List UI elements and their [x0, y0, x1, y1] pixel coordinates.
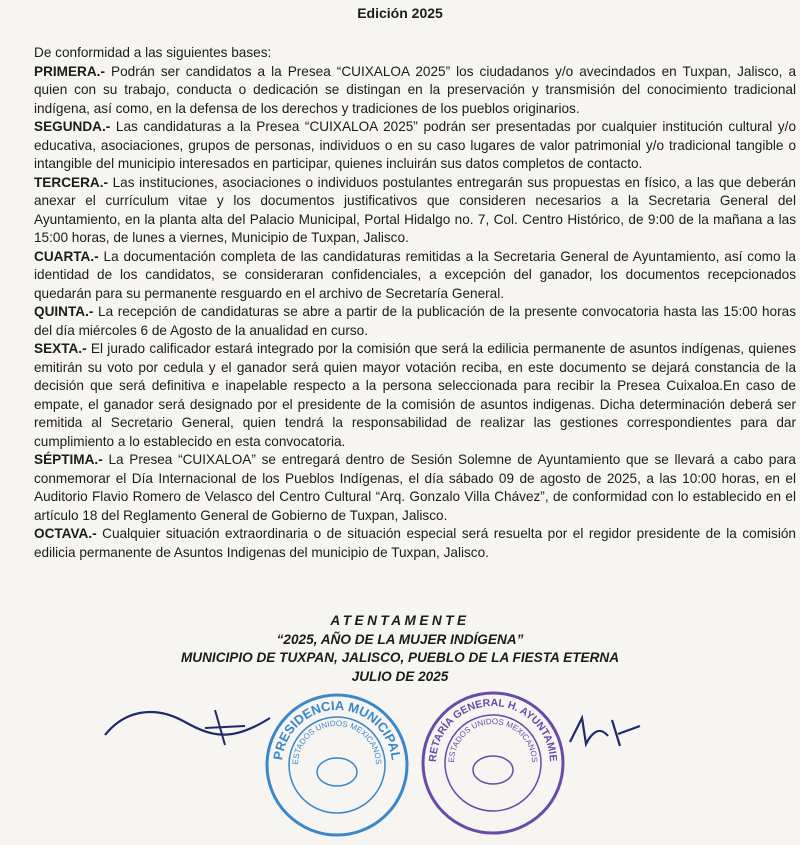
seal-right-text: RETARÍA GENERAL H. AYUNTAMIE: [426, 696, 560, 763]
base-text: El jurado calificador estará integrado por la comisión que será la edilicia permanente de asuntos indígenas, quienes emitirán su voto por cedula y el ganador será quien mayor votación reciba, en este documento se dejará constancia de la decisión que será definitiva e inapelable respecto a la persona seleccionada para recibir la Presea Cuixaloa.En caso de empate, el ganador será designado por el presidente de la comisión de asuntos indigenas. Dicha determinación deberá ser remitida al Secretario General, quien tendrá la responsabilidad de realizar las gestiones correspondientes para dar cumplimiento a lo establecido en esta convocatoria.: [34, 341, 796, 449]
base-cuarta: [34, 248, 796, 304]
base-primera: [34, 63, 796, 119]
atentamente-label: ATENTAMENTE: [330, 613, 470, 628]
base-label: SÉPTIMA.-: [34, 452, 103, 467]
base-sexta: [34, 340, 796, 451]
base-septima: [34, 451, 796, 525]
base-text: La Presea “CUIXALOA” se entregará dentro de Sesión Solemne de Ayuntamiento que se llevará a cabo para conmemorar el Día Internacional de los Pueblos Indígenas, el día sábado 09 de agosto de 2025, a las 10:00 horas, en el Auditorio Flavio Romero de Velasco del Centro Cultural “Arq. Gonzalo Villa Chávez”, de conformidad con lo establecido en el artículo 18 del Reglamento General de Gobierno de Tuxpan, Jalisco.: [34, 452, 796, 523]
base-text: Las instituciones, asociaciones o individuos postulantes entregarán sus propuestas en físico, a las que deberán anexar el currículum vitae y los documentos justificativos que consideren necesarios a la Secretaria General del Ayuntamiento, en la planta alta del Palacio Municipal, Portal Hidalgo no. 7, Col. Centro Histórico, de 9:00 de la mañana a las 15:00 horas, de lunes a viernes, Municipio de Tuxpan, Jalisco.: [34, 174, 796, 245]
base-text: Las candidaturas a la Presea “CUIXALOA 2025” podrán ser presentadas por cualquier institución cultural y/o educativa, asociaciones, grupos de personas, individuos o en su caso lugares de valor patrimonial y/o tradicional tangible o intangible del municipio interesados en participar, quienes incluirán sus datos completos de contacto.: [34, 119, 796, 171]
closing-block: [0, 612, 800, 686]
presidencia-seal: [262, 690, 412, 840]
intro-text: De conformidad a las siguientes bases:: [34, 45, 272, 60]
secretaria-seal: [418, 688, 568, 838]
seal-right-subtext: ESTADOS UNIDOS MEXICANOS: [446, 716, 540, 763]
base-quinta: [34, 303, 796, 340]
base-label: TERCERA.-: [34, 174, 109, 190]
base-label: CUARTA.-: [34, 248, 99, 264]
signature-left: [95, 700, 285, 750]
base-text: La documentación completa de las candidaturas remitidas a la Secretaria General de Ayuntamiento, así como la identidad de los candidatos, se consideraran confidenciales, a excepción del ganador, los documentos recepcionados quedarán para su permanente resguardo en el archivo de Secretaría General.: [34, 248, 796, 301]
base-octava: [34, 525, 796, 562]
date-line: JULIO DE 2025: [351, 668, 449, 684]
base-text: Cualquier situación extraordinaria o de situación especial será resuelta por el regidor presidente de la comisión edilicia permanente de Asuntos Indigenas del municipio de Tuxpan, Jalisco.: [34, 526, 796, 560]
base-label: OCTAVA.-: [34, 526, 97, 541]
base-label: SEGUNDA.-: [34, 119, 111, 134]
year-motto: “2025, AÑO DE LA MUJER INDÍGENA”: [276, 631, 524, 647]
base-label: QUINTA.-: [34, 304, 94, 319]
document-title: Edición 2025: [357, 5, 443, 21]
seal-left-subtext: ESTADOS UNIDOS MEXICANOS: [290, 718, 384, 765]
base-label: PRIMERA.-: [34, 63, 105, 79]
municipality-line: MUNICIPIO DE TUXPAN, JALISCO, PUEBLO DE LA FIESTA ETERNA: [180, 650, 620, 665]
base-segunda: [34, 118, 796, 174]
base-text: La recepción de candidaturas se abre a partir de la publicación de la presente convocatoria hasta las 15:00 horas del día miércoles 6 de Agosto de la anualidad en curso.: [34, 304, 796, 338]
seal-left-text: PRESIDENCIA MUNICIPAL: [270, 697, 404, 761]
base-text: Podrán ser candidatos a la Presea “CUIXALOA 2025” los ciudadanos y/o avecindados en Tuxpan, Jalisco, a quien con su trabajo, conducta o dedicación se distingan en la preservación y transmisión del conocimiento tradicional indígena, así como, en la defensa de los derechos y tradiciones de los pueblos originarios.: [34, 63, 796, 116]
document-body: [34, 44, 796, 562]
signature-right: [560, 712, 650, 750]
base-label: SEXTA.-: [34, 341, 87, 356]
base-tercera: [34, 174, 796, 248]
